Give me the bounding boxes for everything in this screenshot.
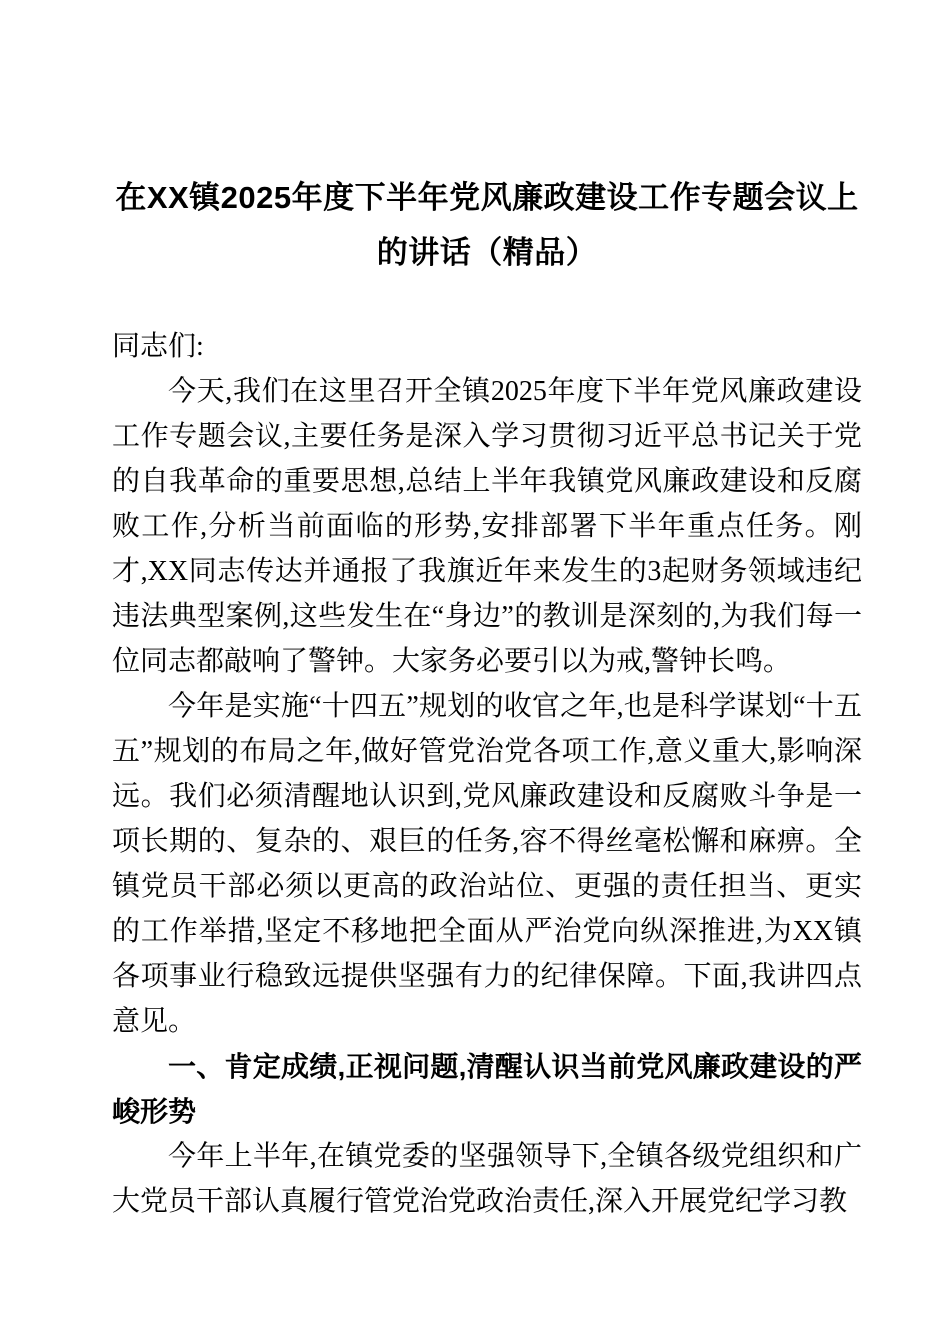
document-title: 在XX镇2025年度下半年党风廉政建设工作专题会议上的讲话（精品） (115, 180, 859, 270)
body-paragraph: 今年是实施“十四五”规划的收官之年,也是科学谋划“十五五”规划的布局之年,做好管党治党各项工作,意义重大,影响深远。我们必须清醒地认识到,党风廉政建设和反腐败斗争是一项长期的、复杂的、艰巨的任务,容不得丝毫松懈和麻痹。全镇党员干部必须以更高的政治站位、更强的责任担当、更实的工作举措,坚定不移地把全面从严治党向纵深推进,为XX镇各项事业行稳致远提供坚强有力的纪律保障。下面,我讲四点意见。 (112, 691, 862, 1037)
section-heading: 一、肯定成绩,正视问题,清醒认识当前党风廉政建设的严峻形势 (112, 1051, 862, 1127)
body-paragraph: 今天,我们在这里召开全镇2025年度下半年党风廉政建设工作专题会议,主要任务是深入学习贯彻习近平总书记关于党的自我革命的重要思想,总结上半年我镇党风廉政建设和反腐败工作,分析当前面临的形势,安排部署下半年重点任务。刚才,XX同志传达并通报了我旗近年来发生的3起财务领域违纪违法典型案例,这些发生在“身边”的教训是深刻的,为我们每一位同志都敲响了警钟。大家务必要引以为戒,警钟长鸣。 (112, 376, 862, 677)
body-paragraph: 今年上半年,在镇党委的坚强领导下,全镇各级党组织和广大党员干部认真履行管党治党政治责任,深入开展党纪学习教 (112, 1141, 862, 1217)
salutation: 同志们: (112, 331, 204, 362)
